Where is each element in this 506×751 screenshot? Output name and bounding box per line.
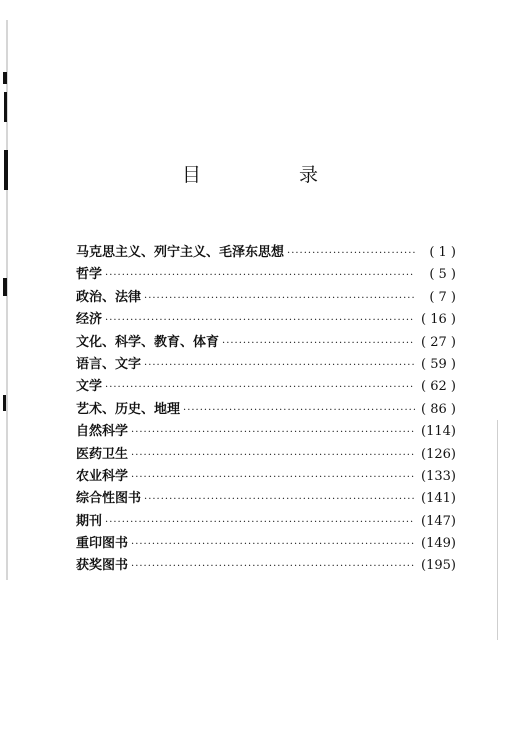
toc-leader-dots (144, 489, 415, 511)
toc-entry (76, 287, 456, 309)
toc-entry (76, 511, 456, 533)
toc-entry-page: ( 1 ) (429, 245, 456, 260)
toc-entry-page: (149) (421, 536, 456, 552)
toc-entry (76, 376, 456, 398)
toc-entry-label: 医药卫生 (76, 446, 129, 462)
toc-leader-dots (131, 556, 415, 578)
scan-mark (3, 72, 7, 84)
toc-leader-dots (144, 288, 415, 310)
toc-entry-label: 政治、法律 (76, 289, 142, 305)
toc-entry-page: (147) (421, 513, 456, 529)
toc-leader-dots (105, 512, 415, 534)
toc-entry-label: 马克思主义、列宁主义、毛泽东思想 (76, 245, 285, 260)
toc-entry-page: ( 27 ) (421, 334, 456, 350)
toc-leader-dots (131, 534, 415, 556)
toc-entry-label: 经济 (76, 312, 103, 328)
toc-entry (76, 309, 456, 331)
toc-entry-label: 重印图书 (76, 536, 129, 552)
toc-leader-dots (131, 445, 415, 467)
toc-entry-label: 期刊 (76, 513, 103, 529)
toc-entry-page: ( 86 ) (421, 401, 456, 417)
toc-entry (76, 533, 456, 555)
scan-mark (4, 92, 7, 122)
toc-entry-label: 文学 (76, 379, 103, 395)
toc-entry-page: (114) (421, 424, 456, 440)
toc-entry (76, 264, 456, 286)
toc-entry-label: 艺术、历史、地理 (76, 401, 181, 417)
toc-entry-page: ( 7 ) (429, 289, 456, 305)
toc-entry (76, 242, 456, 264)
toc-entry-page: (126) (421, 446, 456, 462)
toc-entry-page: (141) (421, 491, 456, 507)
toc-entry-label: 农业科学 (76, 468, 129, 484)
toc-entry (76, 444, 456, 466)
toc-entry (76, 354, 456, 376)
toc-leader-dots (105, 377, 415, 399)
toc-entry (76, 399, 456, 421)
toc-entry-label: 文化、科学、教育、体育 (76, 334, 220, 350)
toc-entry-page: ( 16 ) (421, 312, 456, 328)
toc-entry-label: 获奖图书 (76, 558, 129, 574)
toc-entry-label: 哲学 (76, 267, 103, 283)
toc-leader-dots (222, 333, 415, 355)
toc-entry (76, 488, 456, 510)
toc-leader-dots (131, 467, 415, 489)
toc-leader-dots (287, 243, 415, 265)
toc-entry-label: 语言、文字 (76, 356, 142, 372)
scan-mark (3, 278, 7, 296)
toc-entry-page: ( 59 ) (421, 356, 456, 372)
toc-entry (76, 466, 456, 488)
toc-leader-dots (105, 310, 415, 332)
page-title: 目 录 (181, 164, 365, 186)
toc-leader-dots (105, 265, 415, 287)
toc-entry-page: (133) (421, 468, 456, 484)
toc-entry-label: 自然科学 (76, 424, 129, 440)
toc-entry-page: ( 5 ) (429, 267, 456, 283)
table-of-contents (76, 242, 456, 578)
toc-entry (76, 555, 456, 577)
toc-leader-dots (144, 355, 415, 377)
right-edge-line (497, 420, 498, 640)
scan-mark (3, 395, 6, 411)
toc-entry-page: ( 62 ) (421, 379, 456, 395)
toc-entry (76, 332, 456, 354)
toc-entry-label: 综合性图书 (76, 491, 142, 507)
toc-entry-page: (195) (421, 558, 456, 574)
toc-leader-dots (183, 400, 415, 422)
toc-entry (76, 421, 456, 443)
toc-leader-dots (131, 422, 415, 444)
